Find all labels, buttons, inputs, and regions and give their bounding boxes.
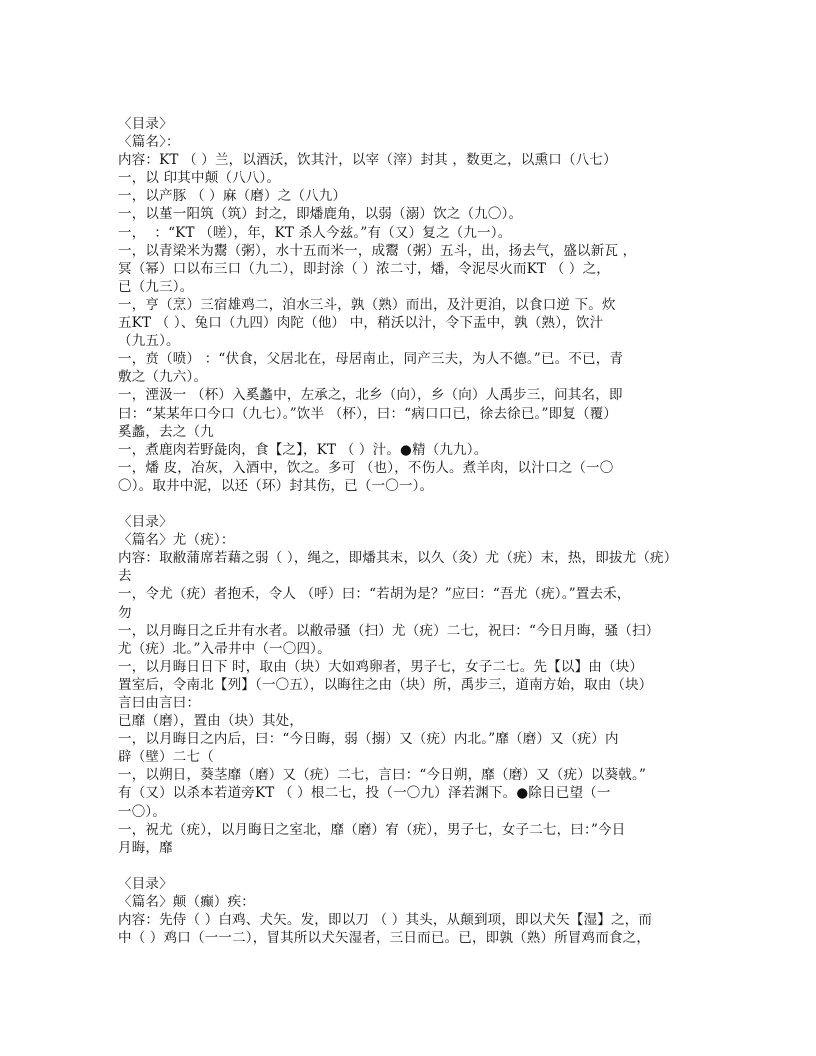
text-line: 一〇）。 [118,803,167,820]
text-line: 一，湮汲一 （杯）入奚蠡中，左承之，北乡（向），乡（向）人禹步三，问其名，即 [118,387,623,404]
text-line: 一，令尤（疣）者抱禾，令人 （呼）曰：“若胡为是？”应曰：“吾尤（疣）。”置去禾， [118,586,631,603]
text-line: 已靡（磨），置由（块）其处， [118,713,304,730]
text-line: 一，以朔日，葵茎靡（磨）又（疣）二七，言曰：“今日朔，靡（磨）又（疣）以葵戟。” [118,767,647,784]
text-line: 有（又）以杀本若道旁KT （ ）根二七，投（一〇九）泽若渊下。●除日已望（一 [118,785,611,802]
text-line: （九五）。 [118,333,180,350]
document-body [118,115,718,965]
text-line: 内容：取敝蒲席若藉之弱（ ），绳之，即燔其末，以久（灸）尤（疣）末，热，即拔尤（疣） [118,550,678,567]
text-line: 一，以月晦日之内后，曰：“今日晦，弱（搦）又（疣）内北。”靡（磨）又（疣）内 [118,731,619,748]
chapter-title: 〈篇名〉： [118,134,180,151]
text-line: 奚蠡，去之（九 [118,423,214,440]
text-line: 敷之（九六）。 [118,369,208,386]
text-line: 已（九三）。 [118,278,194,295]
text-line: 冥（幂）口以布三口（九二），即封涂（ ）浓二寸，燔，令泥尽火而KT （ ）之， [118,260,611,277]
text-line: 一，以堇一阳筑（筑）封之，即燔鹿角，以弱（溺）饮之（九〇）。 [118,206,523,223]
text-line: 五KT （ ）、兔口（九四）肉陀（他） 中，稍沃以汁，令下盂中，孰（熟），饮汁 [118,315,604,332]
text-line: 一，祝尤（疣），以月晦日之室北，靡（磨）宥（疣），男子七，女子二七，曰：”今日 [118,821,626,838]
text-line: 内容：KT （ ）兰，以酒沃，饮其汁，以宰（滓）封其 ，数更之，以熏口（八七） [118,152,617,169]
text-line: 一，以 印其中颠（八八）。 [118,170,281,187]
text-line: 一，以产豚 （ ）麻（磨）之（八九） [118,188,347,205]
text-line: 一，燔 皮，冶灰，入酒中，饮之。多可 （也），不伤人。煮羊肉，以汁口之（一〇 [118,459,614,476]
text-line: 一，亨（烹）三宿雄鸡二，洎水三斗，孰（熟）而出，及汁更洎，以食口逆 下。炊 [118,296,616,313]
text-line: 一，以青梁米为鬻（粥），水十五而米一，成鬻（粥）五斗，出，扬去气，盛以新瓦 ， [118,242,637,259]
text-line: 一， ：“KT （嗟），年，KT 杀人今兹。”有（又）复之（九一）。 [118,224,512,241]
text-line: 一，以月晦日之丘井有水者。以敝帚骚（扫）尤（疣）二七，祝曰：“今日月晦，骚（扫） [118,622,660,639]
text-line: 一，贲（喷） ：“伏食，父居北在，母居南止，同产三夫，为人不德。”已。不已，青 [118,351,624,368]
text-line: 去 [118,568,132,585]
document-section [118,115,718,495]
chapter-title: 〈篇名〉颠（癫）疾： [118,894,255,911]
text-line: 一，以月晦日日下 时，取由（块）大如鸡卵者，男子七，女子二七。先【以】由（块） [118,658,644,675]
toc-heading: 〈目录〉 [118,875,173,892]
toc-heading: 〈目录〉 [118,514,173,531]
text-line: 辟（壁）二七（ [118,749,214,766]
text-line: 曰：“某某年口今口（九七）。”饮半 （杯），曰：“病口口已，徐去徐已。”即复（覆） [118,405,618,422]
text-line: 内容：先侍（ ）白鸡、犬矢。发，即以刀 （ ）其头，从颠到项，即以犬矢【湿】之，而 [118,912,653,929]
text-line: 中（ ）鸡口（一一二），冒其所以犬矢湿者，三日而已。已，即孰（熟）所冒鸡而食之， [118,930,651,947]
text-line: 言曰由言曰： [118,695,201,711]
text-line: 尤（疣）北。”入帚井中（一〇四）。 [118,640,331,657]
toc-heading: 〈目录〉 [118,116,173,132]
document-section [118,513,718,857]
text-line: 一，煮鹿肉若野彘肉，食【之】，KT （ ）汁。●精（九九）。 [118,441,488,458]
document-section [118,875,718,947]
chapter-title: 〈篇名〉尤（疣）： [118,532,235,549]
text-line: 〇）。取井中泥，以还（环）封其伤，已（一〇一）。 [118,477,434,494]
text-line: 月晦，靡 [118,839,173,856]
text-line: 置室后，令南北【列】（一〇五），以晦往之由（块）所，禹步三，道南方始，取由（块） [118,676,653,693]
text-line: 勿 [118,604,132,621]
